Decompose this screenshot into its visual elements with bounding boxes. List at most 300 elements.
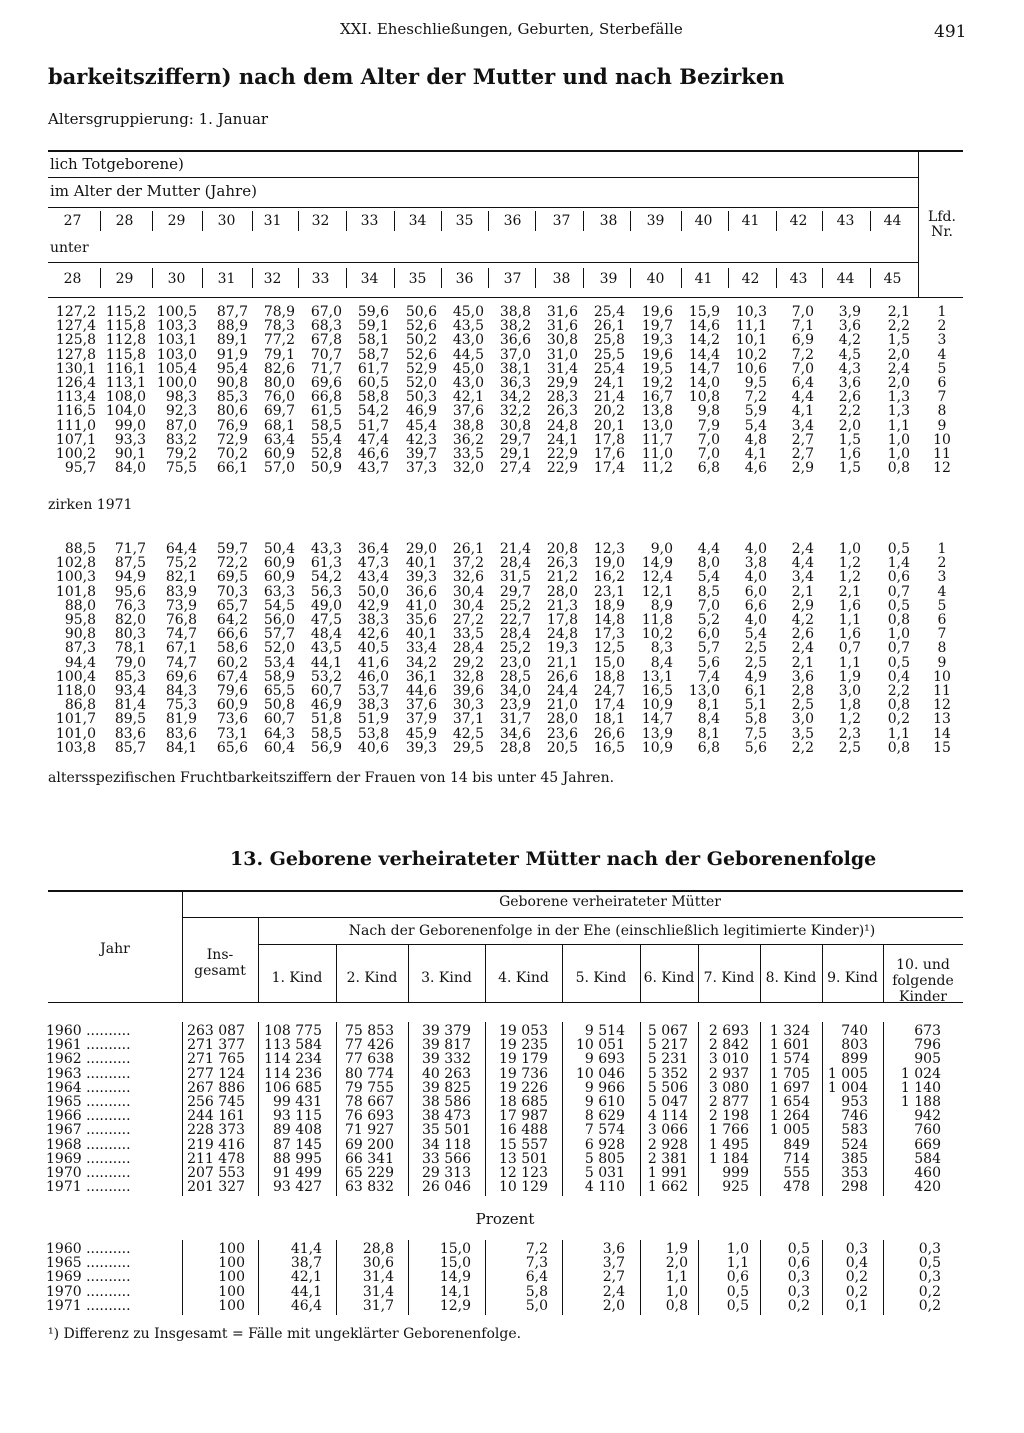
- table-cell: 23,9: [499, 697, 531, 714]
- table-cell: 1 004: [827, 1079, 868, 1096]
- table-cell: 1 140: [900, 1079, 941, 1096]
- table-cell: 13 501: [499, 1150, 548, 1167]
- table-cell: 75,2: [165, 555, 197, 572]
- table-cell: 25,5: [593, 346, 625, 363]
- table-cell: 6,4: [791, 375, 814, 391]
- table-cell: 1,3: [887, 389, 910, 406]
- table-cell: 90,1: [114, 446, 146, 462]
- table-cell: 115,8: [105, 346, 146, 363]
- age-from-cell: 29: [167, 213, 186, 229]
- table-cell: 1,2: [838, 569, 861, 586]
- table-cell: 9 966: [584, 1079, 625, 1096]
- table-cell: 38,3: [357, 612, 389, 628]
- table-cell: 29,7: [499, 431, 531, 448]
- table-cell: 50,9: [310, 460, 342, 477]
- table-cell: 50,6: [405, 304, 437, 320]
- table-cell: 108 775: [264, 1023, 322, 1039]
- table-cell: 1,4: [887, 555, 910, 572]
- table-cell: 61,7: [357, 360, 389, 377]
- table-cell: 15 557: [499, 1136, 548, 1153]
- table-cell: 7,5: [744, 725, 767, 742]
- table-cell: 5,6: [744, 739, 767, 756]
- table-cell: 36,1: [405, 668, 437, 685]
- table-cell: 52,8: [310, 446, 342, 462]
- table-cell: 78,9: [263, 304, 295, 320]
- table-cell: 33,5: [452, 626, 484, 643]
- table-cell: 72,9: [216, 431, 248, 448]
- table-cell: 2 842: [708, 1037, 749, 1054]
- table-cell: 32,8: [452, 668, 484, 685]
- table-cell: 2,1: [791, 654, 814, 671]
- age-from-cell: 28: [115, 213, 134, 229]
- table-cell: 34,2: [405, 654, 437, 671]
- table-cell: 112,8: [105, 332, 146, 349]
- col-head: 3. Kind: [421, 970, 472, 986]
- table-cell: 7,3: [525, 1255, 548, 1272]
- table-cell: 30,6: [362, 1255, 394, 1272]
- table-cell: 71,7: [114, 541, 146, 557]
- row-number: 3: [937, 569, 947, 586]
- rule: [535, 268, 536, 288]
- table-cell: 69 200: [345, 1136, 394, 1153]
- row-number: 4: [937, 583, 947, 600]
- table-cell: 21,4: [499, 541, 531, 557]
- table-cell: 2,5: [791, 697, 814, 714]
- rule: [394, 211, 395, 231]
- year-label: 1963 ..........: [46, 1065, 131, 1082]
- table-cell: 2,2: [887, 318, 910, 335]
- table-cell: 37,1: [452, 711, 484, 728]
- rule: [918, 150, 919, 298]
- table-cell: 42,9: [357, 597, 389, 614]
- table-cell: 0,8: [887, 612, 910, 628]
- table-cell: 28,5: [499, 668, 531, 685]
- table-cell: 5,7: [697, 640, 720, 657]
- table-cell: 4,4: [791, 389, 814, 406]
- table-cell: 2,0: [887, 375, 910, 391]
- table-cell: 583: [841, 1122, 868, 1139]
- head-line-1: lich Totgeborene): [50, 155, 184, 173]
- table-cell: 84,3: [165, 683, 197, 699]
- table-cell: 20,8: [546, 541, 578, 557]
- rule: [870, 211, 871, 231]
- table-cell: 44,1: [310, 654, 342, 671]
- age-to-cell: 33: [311, 271, 330, 287]
- table-cell: 7,2: [525, 1241, 548, 1257]
- table-cell: 46,0: [357, 668, 389, 685]
- year-label: 1961 ..........: [46, 1037, 131, 1054]
- table-cell: 4,1: [791, 403, 814, 420]
- table-cell: 46,9: [310, 697, 342, 714]
- table-cell: 2,4: [602, 1283, 625, 1300]
- table-cell: 20,5: [546, 739, 578, 756]
- table-cell: 48,4: [310, 626, 342, 643]
- table-cell: 2,0: [887, 346, 910, 363]
- year-label: 1970 ..........: [46, 1283, 131, 1300]
- table-cell: 9 693: [584, 1051, 625, 1068]
- table-cell: 66,6: [216, 626, 248, 643]
- table-cell: 0,2: [787, 1297, 810, 1314]
- table-cell: 39 332: [422, 1051, 471, 1068]
- table-cell: 40,6: [357, 739, 389, 756]
- table-cell: 76,8: [165, 612, 197, 628]
- table-cell: 4 110: [584, 1179, 625, 1196]
- table-cell: 14,9: [641, 555, 673, 572]
- table-cell: 26,6: [593, 725, 625, 742]
- rule: [535, 211, 536, 231]
- table-cell: 24,1: [593, 375, 625, 391]
- table-cell: 89,1: [216, 332, 248, 349]
- table-cell: 1 184: [708, 1150, 749, 1167]
- row-number: 11: [933, 683, 951, 699]
- rule: [48, 177, 918, 178]
- table-cell: 37,3: [405, 460, 437, 477]
- table-cell: 9 514: [584, 1023, 625, 1039]
- age-to-cell: 44: [836, 271, 855, 287]
- row-number: 13: [933, 711, 951, 728]
- table-cell: 1 495: [708, 1136, 749, 1153]
- table-cell: 3,7: [602, 1255, 625, 1272]
- age-to-cell: 40: [646, 271, 665, 287]
- table-cell: 10,2: [735, 346, 767, 363]
- table-cell: 67,4: [216, 668, 248, 685]
- table-cell: 26,3: [546, 555, 578, 572]
- col-head: 4. Kind: [498, 970, 549, 986]
- row-number: 3: [937, 332, 947, 349]
- table-cell: 18 685: [499, 1094, 548, 1110]
- table-cell: 5,2: [697, 612, 720, 628]
- group-head: Geborene verheirateter Mütter: [499, 894, 721, 910]
- row-number: 7: [937, 389, 947, 406]
- table-cell: 0,8: [887, 697, 910, 714]
- table-cell: 55,4: [310, 431, 342, 448]
- table-cell: 4,6: [744, 460, 767, 477]
- table-cell: 45,4: [405, 417, 437, 434]
- table-cell: 73,6: [216, 711, 248, 728]
- table-cell: 8,3: [650, 640, 673, 657]
- table-cell: 40,1: [405, 626, 437, 643]
- table-cell: 104,0: [105, 403, 146, 420]
- table-cell: 59,7: [216, 541, 248, 557]
- age-to-cell: 34: [360, 271, 379, 287]
- table-cell: 1 574: [769, 1051, 810, 1068]
- table-cell: 56,0: [263, 612, 295, 628]
- table-cell: 2,2: [887, 683, 910, 699]
- table-cell: 19,3: [546, 640, 578, 657]
- table-cell: 12,9: [439, 1297, 471, 1314]
- table-cell: 5 805: [584, 1150, 625, 1167]
- table-cell: 98,3: [165, 389, 197, 406]
- table-cell: 925: [722, 1179, 749, 1196]
- table-cell: 0,7: [887, 640, 910, 657]
- table-cell: 103,1: [156, 332, 197, 349]
- table-cell: 29 313: [422, 1165, 471, 1181]
- table-cell: 27,4: [499, 460, 531, 477]
- table-cell: 3,4: [791, 417, 814, 434]
- table-cell: 100: [218, 1255, 245, 1272]
- table-cell: 14,7: [641, 711, 673, 728]
- table-cell: 14,7: [688, 360, 720, 377]
- col-head: 6. Kind: [643, 970, 695, 986]
- table-cell: 116,5: [55, 403, 96, 420]
- table-cell: 3 010: [708, 1051, 749, 1068]
- table-cell: 58,6: [216, 640, 248, 657]
- table-cell: 353: [841, 1165, 868, 1181]
- age-to-cell: 41: [694, 271, 713, 287]
- table-cell: 673: [914, 1023, 941, 1039]
- table-cell: 69,7: [263, 403, 295, 420]
- table-cell: 1 188: [900, 1094, 941, 1110]
- age-from-cell: 36: [503, 213, 522, 229]
- table-cell: 50,8: [263, 697, 295, 714]
- table-cell: 1,0: [887, 431, 910, 448]
- age-from-cell: 33: [360, 213, 379, 229]
- table-cell: 3,0: [838, 683, 861, 699]
- table-cell: 43,0: [452, 375, 484, 391]
- table-cell: 6,6: [744, 597, 767, 614]
- table-cell: 69,5: [216, 569, 248, 586]
- table-cell: 100: [218, 1269, 245, 1286]
- table-cell: 6,0: [744, 583, 767, 600]
- table-cell: 5,4: [697, 569, 720, 586]
- table-cell: 88,5: [64, 541, 96, 557]
- table-cell: 101,0: [55, 725, 96, 742]
- table-cell: 4,0: [744, 541, 767, 557]
- table-cell: 8,5: [697, 583, 720, 600]
- table-cell: 50,2: [405, 332, 437, 349]
- table-cell: 58,5: [310, 417, 342, 434]
- table-cell: 28,4: [499, 626, 531, 643]
- table-cell: 87,3: [64, 640, 96, 657]
- table-cell: 28,8: [499, 739, 531, 756]
- table-cell: 30,3: [452, 697, 484, 714]
- table-cell: 51,8: [310, 711, 342, 728]
- year-label: 1960 ..........: [46, 1241, 131, 1257]
- col-head: 5. Kind: [575, 970, 627, 986]
- table-cell: 94,4: [64, 654, 96, 671]
- table-cell: 33,4: [405, 640, 437, 657]
- table-cell: 28,8: [362, 1241, 394, 1257]
- table-cell: 77 638: [345, 1051, 394, 1068]
- table-cell: 42,6: [357, 626, 389, 643]
- rule: [822, 1022, 823, 1196]
- year-label: 1964 ..........: [46, 1079, 131, 1096]
- rule: [336, 1022, 337, 1196]
- table-cell: 999: [722, 1165, 749, 1181]
- table-cell: 102,8: [55, 555, 96, 572]
- table-cell: 90,8: [64, 626, 96, 643]
- table-cell: 5,4: [744, 626, 767, 643]
- table-cell: 524: [841, 1136, 868, 1153]
- under-label: unter: [50, 240, 89, 256]
- table-13-footnote: ¹) Differenz zu Insgesamt = Fälle mit ungeklärter Geborenenfolge.: [48, 1326, 522, 1342]
- row-number: 10: [933, 668, 951, 685]
- rule: [152, 211, 153, 231]
- table-cell: 10 051: [576, 1037, 625, 1054]
- table-cell: 60,7: [263, 711, 295, 728]
- table-cell: 9,8: [697, 403, 720, 420]
- table-cell: 760: [914, 1122, 941, 1139]
- table-cell: 7,2: [744, 389, 767, 406]
- table-cell: 52,0: [263, 640, 295, 657]
- age-from-cell: 42: [789, 213, 808, 229]
- rule: [100, 211, 101, 231]
- table-cell: 83,2: [165, 431, 197, 448]
- table-cell: 16 488: [499, 1122, 548, 1139]
- table-cell: 5,8: [744, 711, 767, 728]
- table-cell: 87 145: [273, 1136, 322, 1153]
- table-cell: 1,2: [838, 711, 861, 728]
- rule: [485, 1022, 486, 1196]
- table-cell: 85,3: [216, 389, 248, 406]
- table-cell: 1,6: [838, 446, 861, 462]
- table-cell: 45,0: [452, 304, 484, 320]
- table-cell: 87,0: [165, 417, 197, 434]
- table-cell: 7,0: [697, 446, 720, 462]
- rule: [48, 890, 963, 892]
- table-cell: 19,6: [641, 304, 673, 320]
- table-cell: 99,0: [114, 417, 146, 434]
- table-cell: 3 066: [647, 1122, 688, 1139]
- table-cell: 100,4: [55, 668, 96, 685]
- rule: [562, 1022, 563, 1196]
- table-cell: 1 697: [769, 1079, 810, 1096]
- table-cell: 19,6: [641, 346, 673, 363]
- table-cell: 31,0: [546, 346, 578, 363]
- table-cell: 9,5: [744, 375, 767, 391]
- age-from-cell: 32: [311, 213, 330, 229]
- table-cell: 71,7: [310, 360, 342, 377]
- table-cell: 271 377: [187, 1037, 245, 1054]
- table-cell: 1 264: [769, 1108, 810, 1125]
- table-cell: 39,3: [405, 569, 437, 586]
- table-cell: 23,0: [499, 654, 531, 671]
- table-cell: 39 817: [422, 1037, 471, 1054]
- table-cell: 61,5: [310, 403, 342, 420]
- table-cell: 57,0: [263, 460, 295, 477]
- table-cell: 1,1: [887, 725, 910, 742]
- table-cell: 36,3: [499, 375, 531, 391]
- rule: [760, 1022, 761, 1196]
- table-cell: 59,1: [357, 318, 389, 335]
- table-cell: 0,6: [787, 1255, 810, 1272]
- table-cell: 76,9: [216, 417, 248, 434]
- rule: [488, 211, 489, 231]
- rule: [48, 207, 918, 208]
- table-cell: 93 115: [273, 1108, 322, 1125]
- age-from-cell: 43: [836, 213, 855, 229]
- table-cell: 32,2: [499, 403, 531, 420]
- table-cell: 87,5: [114, 555, 146, 572]
- table-cell: 10,3: [735, 304, 767, 320]
- col-head: 9. Kind: [827, 970, 878, 986]
- rule: [408, 1022, 409, 1196]
- table-cell: 21,1: [546, 654, 578, 671]
- table-cell: 11,0: [641, 446, 673, 462]
- rule: [640, 1240, 641, 1315]
- rule: [346, 211, 347, 231]
- table-cell: 47,4: [357, 431, 389, 448]
- col-head: 7. Kind: [703, 970, 755, 986]
- row-number: 12: [933, 697, 951, 714]
- table-cell: 5,9: [744, 403, 767, 420]
- table-cell: 108,0: [105, 389, 146, 406]
- col-head: 2. Kind: [346, 970, 398, 986]
- table-cell: 21,4: [593, 389, 625, 406]
- table-cell: 12,3: [593, 541, 625, 557]
- table-cell: 59,6: [357, 304, 389, 320]
- table-cell: 6,9: [791, 332, 814, 349]
- table-cell: 2,7: [791, 446, 814, 462]
- table-cell: 71 927: [345, 1122, 394, 1139]
- table-cell: 12,1: [641, 583, 673, 600]
- table-cell: 5 067: [647, 1023, 688, 1039]
- year-label: 1970 ..........: [46, 1165, 131, 1181]
- table-cell: 2,5: [838, 739, 861, 756]
- table-cell: 35 501: [422, 1122, 471, 1139]
- table-cell: 126,4: [55, 375, 96, 391]
- table-cell: 67,0: [310, 304, 342, 320]
- table-cell: 0,2: [845, 1269, 868, 1286]
- table-cell: 0,1: [845, 1297, 868, 1314]
- table-cell: 19,3: [641, 332, 673, 349]
- table-cell: 60,9: [263, 555, 295, 572]
- table-cell: 1,6: [838, 626, 861, 643]
- table-cell: 13,0: [641, 417, 673, 434]
- table-cell: 9 610: [584, 1094, 625, 1110]
- rule: [488, 268, 489, 288]
- table-cell: 13,0: [688, 683, 720, 699]
- table-cell: 0,5: [726, 1283, 749, 1300]
- table-cell: 4,0: [744, 612, 767, 628]
- table-cell: 34,0: [499, 683, 531, 699]
- table-cell: 4,9: [744, 668, 767, 685]
- table-cell: 81,4: [114, 697, 146, 714]
- table-cell: 11,2: [641, 460, 673, 477]
- table-cell: 8,4: [650, 654, 673, 671]
- table-cell: 20,2: [593, 403, 625, 420]
- rule: [822, 268, 823, 288]
- table-cell: 68,1: [263, 417, 295, 434]
- table-cell: 796: [914, 1037, 941, 1054]
- table-cell: 93,3: [114, 431, 146, 448]
- table-cell: 0,8: [887, 739, 910, 756]
- table-cell: 34,2: [499, 389, 531, 406]
- table-cell: 18,8: [593, 668, 625, 685]
- table-cell: 42,1: [452, 389, 484, 406]
- table-cell: 18,1: [593, 711, 625, 728]
- table-cell: 33 566: [422, 1150, 471, 1167]
- table-cell: 7,9: [697, 417, 720, 434]
- table-cell: 38,2: [499, 318, 531, 335]
- table-cell: 50,4: [263, 541, 295, 557]
- table-cell: 4,8: [744, 431, 767, 448]
- year-label: 1967 ..........: [46, 1122, 131, 1139]
- table-cell: 6,8: [697, 460, 720, 477]
- table-cell: 95,7: [64, 460, 96, 477]
- table-cell: 19 226: [499, 1079, 548, 1096]
- table-cell: 2,0: [602, 1297, 625, 1314]
- table-cell: 93,4: [114, 683, 146, 699]
- table-cell: 10,2: [641, 626, 673, 643]
- table-cell: 44,1: [290, 1283, 322, 1300]
- age-from-cell: 39: [646, 213, 665, 229]
- table-cell: 7,2: [791, 346, 814, 363]
- table-cell: 43,5: [310, 640, 342, 657]
- table-cell: 19,5: [641, 360, 673, 377]
- table-cell: 0,3: [787, 1269, 810, 1286]
- table-cell: 94,9: [114, 569, 146, 586]
